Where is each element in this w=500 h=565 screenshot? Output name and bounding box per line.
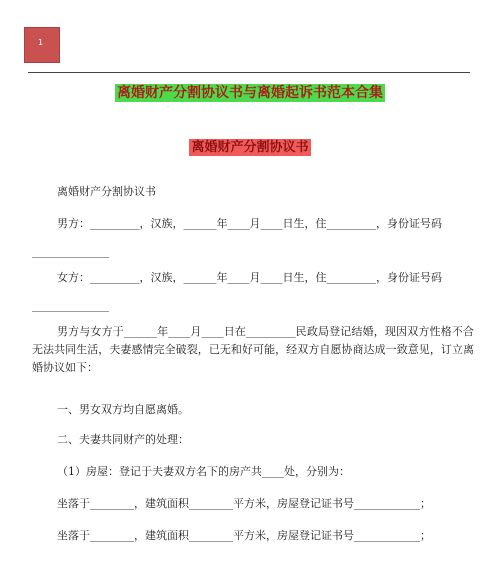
header-rule [28,72,470,73]
clause-2-1: （1）房屋：登记于夫妻双方名下的房产共____处，分别为： [57,465,350,478]
woman-id-line: ______________ [32,299,109,312]
page-number: 1 [38,38,44,47]
agreement-paragraph: 男方与女方于______年____月____日在_________民政局登记结婚，现因双方性格不合无法共同生活，夫妻感情完全破裂，已无和好可能，经双方自愿协商达成一致意见，订立离婚协议如下： [32,325,474,374]
page-number-badge [24,27,60,63]
clause-1: 一、男女双方均自愿离婚。 [57,403,189,416]
section-title [0,136,500,156]
man-id-line: ______________ [32,245,109,258]
section-title-text: 离婚财产分割协议书 [191,140,309,155]
body-heading: 离婚财产分割协议书 [57,185,156,198]
property-line-1: 坐落于________，建筑面积________平方米，房屋登记证书号____________； [57,497,431,510]
main-title [0,82,500,102]
main-title-text: 离婚财产分割协议书与离婚起诉书范本合集 [117,85,383,101]
property-line-2: 坐落于________，建筑面积________平方米，房屋登记证书号____________； [57,529,431,542]
man-info-line: 男方：_________，汉族，______年____月____日生，住_________，身份证号码 [57,217,442,230]
woman-info-line: 女方：_________，汉族，______年____月____日生，住_________，身份证号码 [57,271,442,284]
clause-2: 二、夫妻共同财产的处理： [57,433,189,446]
